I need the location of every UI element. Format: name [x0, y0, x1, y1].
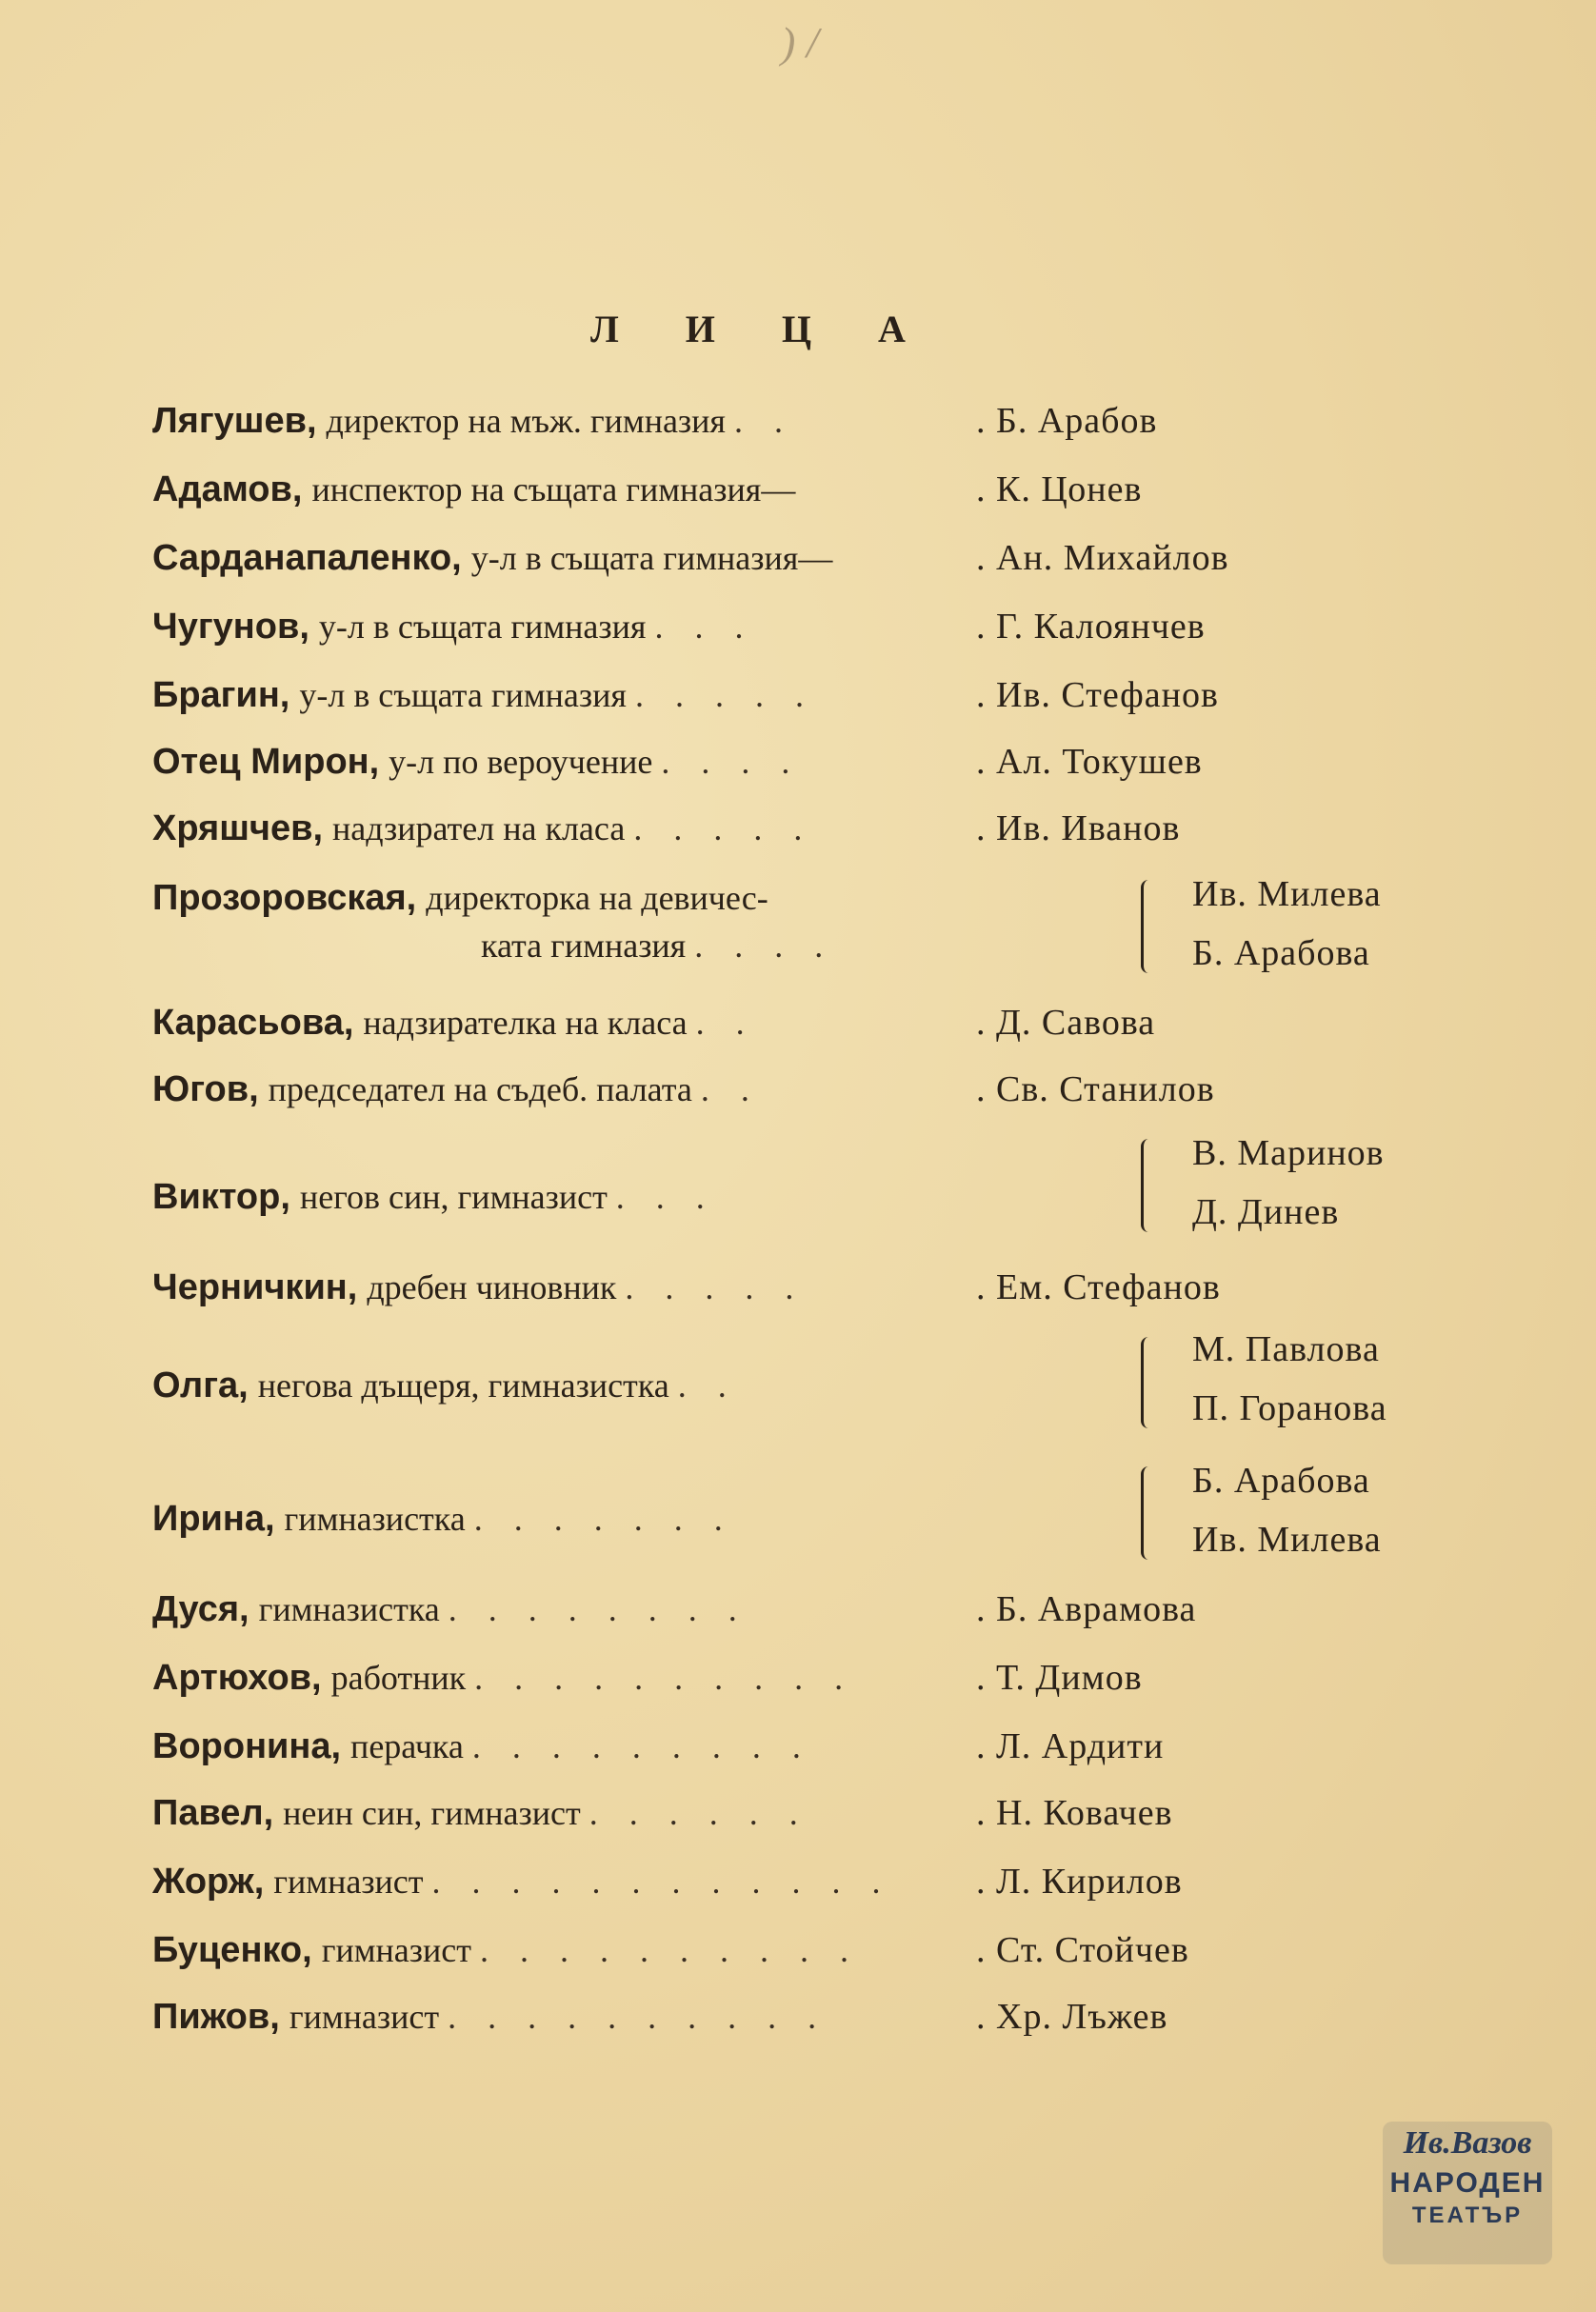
- role-cell: [152, 1589, 971, 1630]
- character-desc: инспектор на същата гимназия—: [311, 470, 796, 508]
- cast-row: [152, 1929, 1295, 1975]
- role-cell: [152, 1793, 971, 1834]
- character-name: Воронина,: [152, 1726, 342, 1766]
- character-desc: дребен чиновник: [367, 1268, 617, 1306]
- character-name: Жорж,: [152, 1862, 265, 1902]
- cast-row: [152, 1725, 1295, 1771]
- role-cell: [152, 1365, 971, 1406]
- cast-row: [152, 1792, 1295, 1838]
- character-desc: гимназист: [289, 1998, 440, 2036]
- character-desc: гимназист: [273, 1863, 424, 1901]
- cast-row: [152, 1996, 1295, 2042]
- character-name: Сарданапаленко,: [152, 538, 462, 578]
- character-name: Пижов,: [152, 1997, 280, 2037]
- character-desc: неин син, гимназист: [283, 1794, 581, 1832]
- character-name: Прозоровская,: [152, 878, 417, 918]
- bracket: [1141, 1466, 1153, 1560]
- actor-name: . К. Цонев: [976, 468, 1142, 510]
- character-name: Отец Мирон,: [152, 742, 380, 782]
- role-cell: [152, 1069, 971, 1110]
- character-desc: директорка на девичес-: [426, 879, 768, 917]
- actor-name: . Т. Димов: [976, 1657, 1143, 1699]
- leader-dots: . . .: [615, 1178, 716, 1216]
- character-desc: гимназистка: [284, 1500, 466, 1538]
- character-name: Чугунов,: [152, 607, 309, 647]
- character-desc: директор на мъж. гимназия: [326, 402, 726, 440]
- actor-name: . Г. Калоянчев: [976, 606, 1206, 648]
- character-name: Артюхов,: [152, 1658, 322, 1698]
- actor-name: В. Маринов: [1192, 1133, 1385, 1173]
- character-name: Павел,: [152, 1793, 274, 1833]
- leader-dots: . . .: [654, 608, 755, 646]
- actor-name: . Св. Станилов: [976, 1068, 1215, 1110]
- cast-row: [152, 1861, 1295, 1906]
- leader-dots: . . . . . . . . . .: [479, 1931, 860, 1969]
- role-cell: [152, 1997, 971, 2038]
- actor-name: . Ив. Стефанов: [976, 674, 1219, 716]
- character-name: Буценко,: [152, 1930, 312, 1970]
- actor-group: [1192, 1124, 1385, 1242]
- actor-name: . Ем. Стефанов: [976, 1266, 1221, 1308]
- bracket: [1141, 880, 1153, 973]
- character-name: Хряшчев,: [152, 808, 324, 848]
- character-name: Виктор,: [152, 1177, 290, 1217]
- character-desc: надзирателка на класа: [363, 1004, 688, 1042]
- actor-name: Ив. Милева: [1192, 874, 1382, 914]
- seal-line-2: ТЕАТЪР: [1411, 2202, 1524, 2228]
- character-desc: негов син, гимназист: [299, 1178, 608, 1216]
- cast-row: [152, 1002, 1295, 1047]
- role-cell: [152, 1862, 971, 1903]
- role-cell: [152, 675, 971, 716]
- leader-dots: . .: [733, 402, 794, 440]
- character-desc: председател на съдеб. палата: [268, 1070, 692, 1108]
- cast-row: [152, 1588, 1295, 1634]
- character-name: Лягушев,: [152, 401, 317, 441]
- page-title: Л И Ц А: [590, 308, 934, 350]
- role-cell: [152, 1177, 971, 1218]
- leader-dots: . . . . . .: [589, 1794, 809, 1832]
- actor-name: . Ан. Михайлов: [976, 537, 1229, 579]
- character-name: Карасьова,: [152, 1003, 354, 1043]
- actor-name: . Б. Арабов: [976, 400, 1157, 442]
- actor-name: . Б. Аврамова: [976, 1588, 1196, 1630]
- actor-name: Ив. Милева: [1192, 1520, 1382, 1560]
- leader-dots: . . . . .: [634, 676, 815, 714]
- seal-signature: Ив.Вазов: [1403, 2125, 1532, 2161]
- leader-dots: . . . . . . . . .: [471, 1727, 812, 1765]
- character-name: Черничкин,: [152, 1267, 358, 1307]
- role-cell: [152, 401, 971, 442]
- theatre-seal: [1383, 2122, 1552, 2264]
- leader-dots: . . . . . . . . . .: [448, 1998, 828, 2036]
- leader-dots: . . . .: [694, 927, 835, 965]
- role-cell: [152, 1658, 971, 1699]
- cast-row: [152, 537, 1295, 583]
- cast-row: [152, 400, 1295, 446]
- cast-row: [152, 674, 1295, 720]
- cast-row: [152, 1068, 1295, 1114]
- role-cell: [152, 1267, 971, 1308]
- leader-dots: . . . .: [661, 743, 802, 781]
- role-cell: [152, 469, 971, 510]
- actor-name: П. Горанова: [1192, 1388, 1387, 1428]
- leader-dots: . . . . . . . .: [448, 1590, 748, 1628]
- actor-name: Д. Динев: [1192, 1192, 1340, 1232]
- double-cast-row: [152, 1451, 1382, 1575]
- role-cell: [152, 878, 971, 919]
- leader-dots: . .: [677, 1366, 738, 1405]
- role-cell: [152, 1726, 971, 1767]
- actor-group: [1192, 865, 1382, 983]
- leader-dots: . .: [695, 1004, 756, 1042]
- seal-line-1: НАРОДЕН: [1389, 2167, 1546, 2199]
- actor-name: М. Павлова: [1192, 1329, 1380, 1369]
- role-cell: [152, 1930, 971, 1971]
- actor-name: . Ал. Токушев: [976, 741, 1203, 783]
- character-name: Дуся,: [152, 1589, 249, 1629]
- character-name: Брагин,: [152, 675, 290, 715]
- actor-name: . Л. Кирилов: [976, 1861, 1183, 1903]
- actor-name: . Ив. Иванов: [976, 807, 1180, 849]
- cast-row: [152, 807, 1295, 853]
- leader-dots: . . . . .: [625, 1268, 806, 1306]
- double-cast-row: [152, 1124, 1385, 1247]
- bracket: [1141, 1139, 1153, 1232]
- character-desc: у-л по вероучение: [389, 743, 653, 781]
- leader-dots: . . . . . . .: [473, 1500, 734, 1538]
- role-cell: [152, 742, 971, 783]
- actor-name: . Н. Ковачев: [976, 1792, 1173, 1834]
- actor-name: . Хр. Лъжев: [976, 1996, 1167, 2038]
- role-cell-continued: [481, 926, 976, 966]
- role-cell: [152, 538, 971, 579]
- character-desc: работник: [330, 1659, 467, 1697]
- character-desc: гимназист: [321, 1931, 471, 1969]
- actor-name: . Л. Ардити: [976, 1725, 1164, 1767]
- cast-row: [152, 468, 1295, 514]
- character-name: Югов,: [152, 1069, 259, 1109]
- cast-row: [152, 1657, 1295, 1703]
- role-cell: [152, 607, 971, 648]
- character-desc: перачка: [350, 1727, 464, 1765]
- leader-dots: . . . . . . . . . . . .: [431, 1863, 892, 1901]
- role-cell: [152, 1499, 971, 1540]
- character-desc: надзирател на класа: [332, 809, 626, 847]
- actor-name: Б. Арабова: [1192, 933, 1370, 973]
- double-cast-row: [152, 1320, 1387, 1444]
- cast-row: [152, 606, 1295, 651]
- character-name: Ирина,: [152, 1499, 275, 1539]
- character-desc-continued: ката гимназия: [481, 927, 687, 965]
- actor-group: [1192, 1451, 1382, 1569]
- character-desc: гимназистка: [258, 1590, 440, 1628]
- cast-row: [152, 741, 1295, 787]
- cast-row: [152, 1266, 1295, 1312]
- character-desc: у-л в същата гимназия: [318, 608, 647, 646]
- double-cast-row: [152, 865, 1382, 988]
- actor-name: Б. Арабова: [1192, 1461, 1370, 1501]
- actor-group: [1192, 1320, 1387, 1438]
- actor-name: . Д. Савова: [976, 1002, 1155, 1044]
- character-name: Олга,: [152, 1365, 249, 1405]
- character-desc: у-л в същата гимназия—: [470, 539, 833, 577]
- bracket: [1141, 1337, 1153, 1428]
- character-desc: негова дъщеря, гимназистка: [257, 1366, 669, 1405]
- character-name: Адамов,: [152, 469, 303, 509]
- actor-name: . Ст. Стойчев: [976, 1929, 1189, 1971]
- role-cell: [152, 808, 971, 849]
- top-mark: ) /: [781, 18, 819, 67]
- leader-dots: . .: [700, 1070, 761, 1108]
- character-desc: у-л в същата гимназия: [299, 676, 627, 714]
- leader-dots: . . . . . . . . . .: [474, 1659, 855, 1697]
- leader-dots: . . . . .: [633, 809, 814, 847]
- role-cell: [152, 1003, 971, 1044]
